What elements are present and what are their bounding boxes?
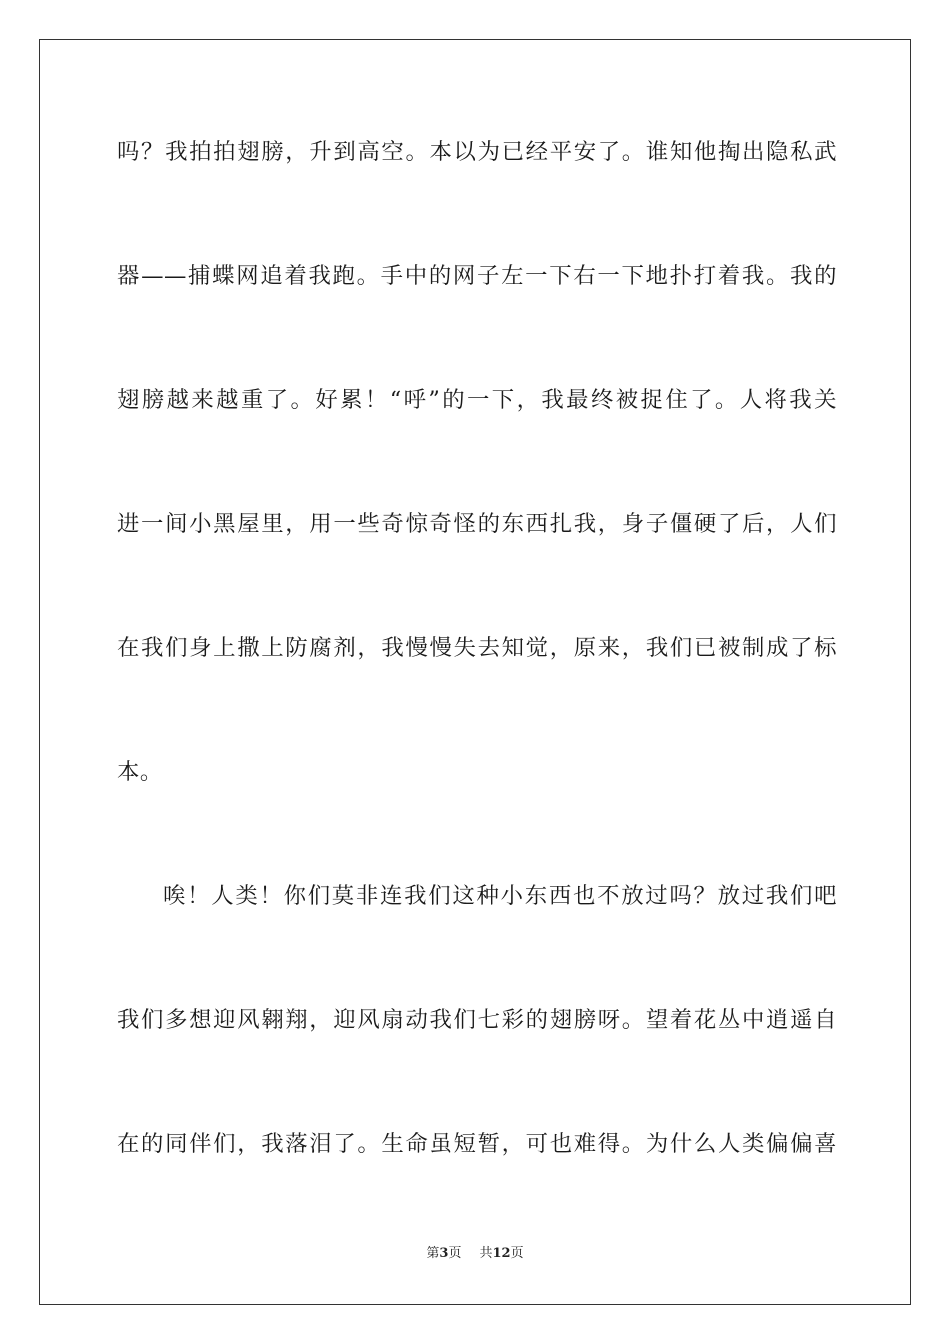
body-text-line-3: 翅膀越来越重了。好累！“呼”的一下，我最终被捉住了。人将我关 [117,387,837,413]
total-pages: 12 [492,1246,511,1261]
body-text-line-2: 器——捕蝶网追着我跑。手中的网子左一下右一下地扑打着我。我的 [117,263,837,289]
page-prefix: 第 [426,1246,440,1261]
page-number: 3 [439,1246,449,1261]
body-text-line-5: 在我们身上撒上防腐剂，我慢慢失去知觉，原来，我们已被制成了标 [117,635,837,661]
page-border [39,39,911,1305]
body-text-line-4: 进一间小黑屋里，用一些奇惊奇怪的东西扎我，身子僵硬了后，人们 [117,511,837,537]
body-text-line-7: 唉！人类！你们莫非连我们这种小东西也不放过吗？放过我们吧 [163,883,837,909]
body-text-line-8: 我们多想迎风翱翔，迎风扇动我们七彩的翅膀呀。望着花丛中逍遥自 [117,1007,837,1033]
total-suffix: 页 [510,1246,524,1261]
body-text-line-1: 吗？我拍拍翅膀，升到高空。本以为已经平安了。谁知他掏出隐私武 [117,139,837,165]
page-footer [0,1245,950,1263]
page-suffix: 页 [448,1246,462,1261]
total-prefix: 共 [479,1246,493,1261]
body-text-line-6: 本。 [117,759,163,785]
body-text-line-9: 在的同伴们，我落泪了。生命虽短暂，可也难得。为什么人类偏偏喜 [117,1131,837,1157]
